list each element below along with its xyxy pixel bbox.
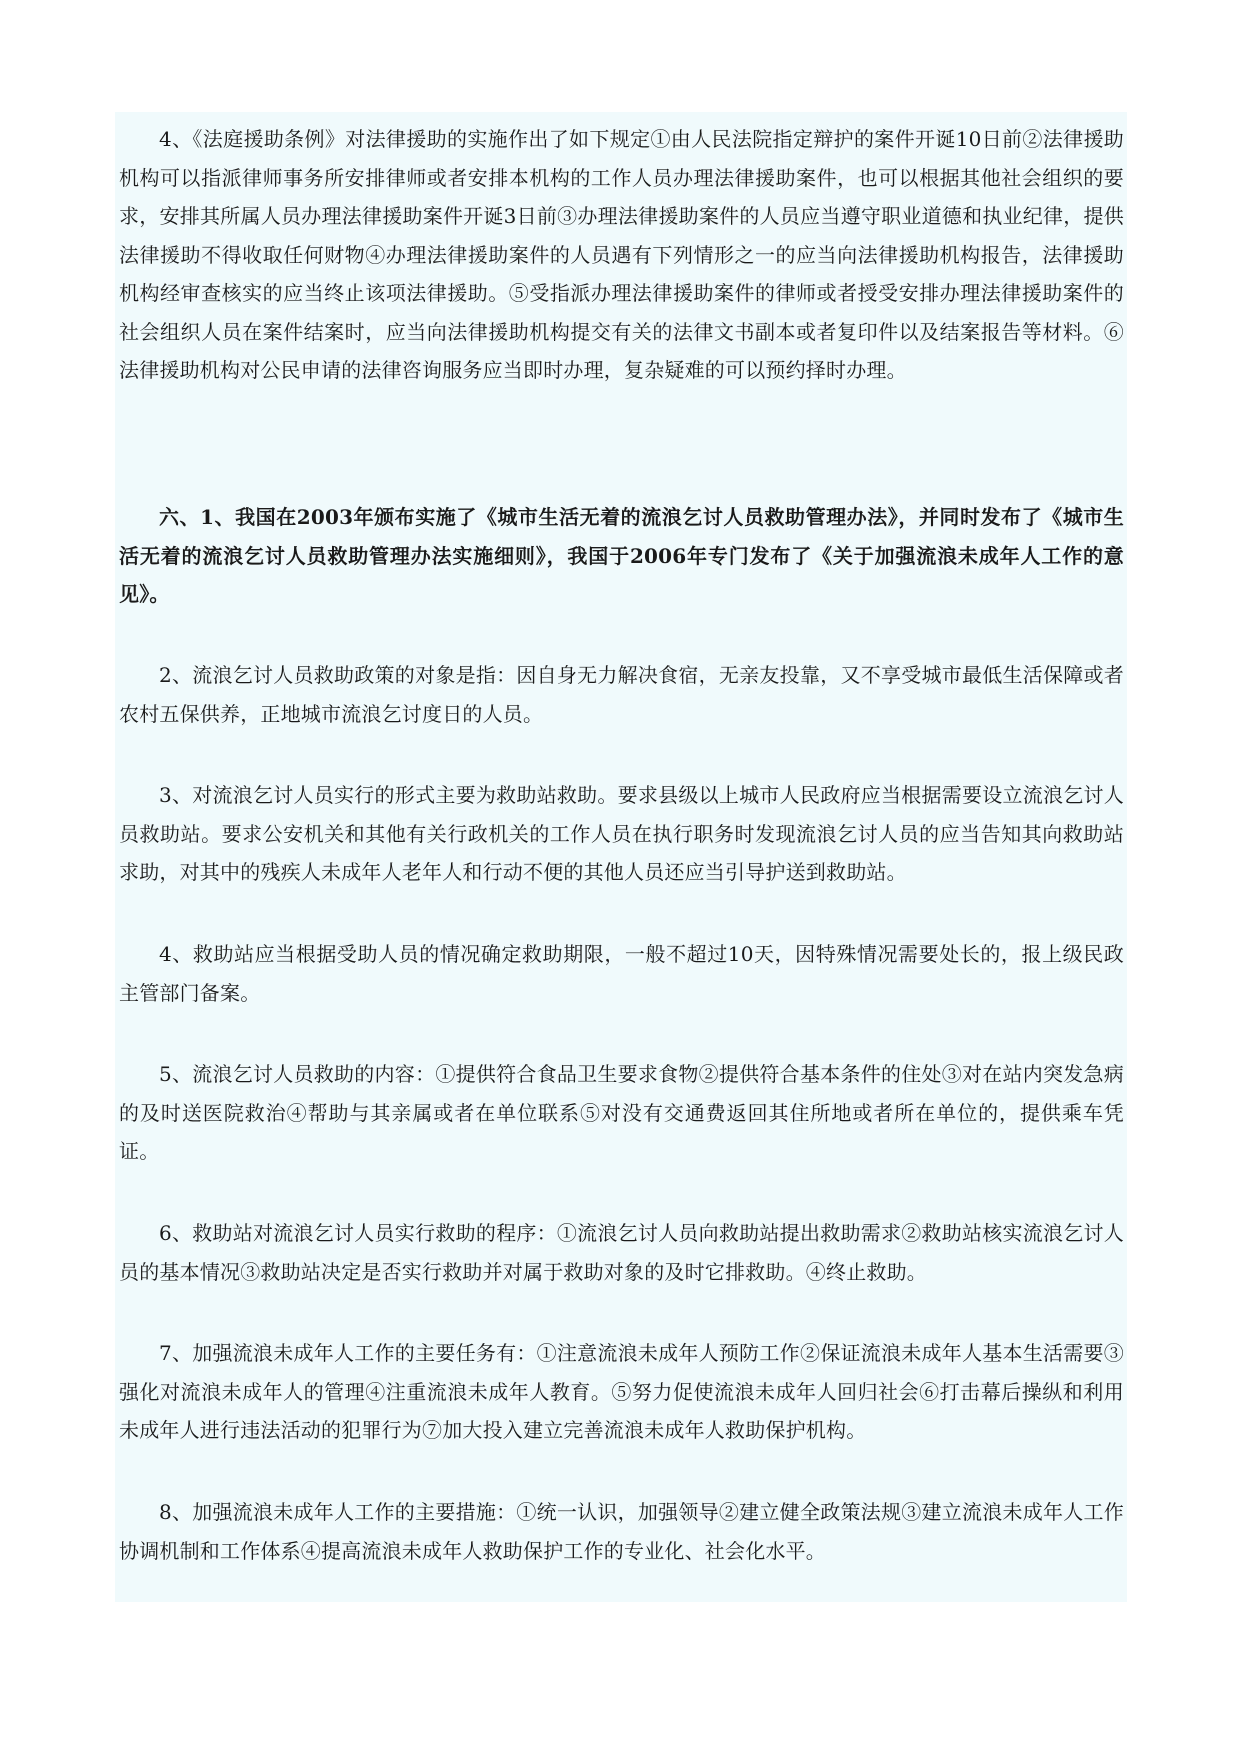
paragraph-legal-aid: 4、《法庭援助条例》对法律援助的实施作出了如下规定①由人民法院指定辩护的案件开诞10日前②法律援助机构可以指派律师事务所安排律师或者安排本机构的工作人员办理法律援助案件，也可以根据其他社会组织的要求，安排其所属人员办理法律援助案件开诞3日前③办理法律援助案件的人员应当遵守职业道德和执业纪律，提供法律援助不得收取任何财物④办理法律援助案件的人员遇有下列情形之一的应当向法律援助机构报告，法律援助机构经审查核实的应当终止该项法律援助。⑤受指派办理法律援助案件的律师或者授受安排办理法律援助案件的社会组织人员在案件结案时，应当向法律援助机构提交有关的法律文书副本或者复印件以及结案报告等材料。⑥法律援助机构对公民申请的法律咨询服务应当即时办理，复杂疑难的可以预约择时办理。 — [119, 127, 1124, 382]
paragraph-minor-measures: 8、加强流浪未成年人工作的主要措施：①统一认识，加强领导②建立健全政策法规③建立流浪未成年人工作协调机制和工作体系④提高流浪未成年人救助保护工作的专业化、社会化水平。 — [119, 1500, 1124, 1563]
paragraph-aid-targets: 2、流浪乞讨人员救助政策的对象是指：因自身无力解决食宿，无亲友投靠，又不享受城市最低生活保障或者农村五保供养，正地城市流浪乞讨度日的人员。 — [119, 663, 1124, 726]
paragraph-aid-period: 4、救助站应当根据受助人员的情况确定救助期限，一般不超过10天，因特殊情况需要处长的，报上级民政主管部门备案。 — [119, 942, 1124, 1005]
paragraph-aid-content: 5、流浪乞讨人员救助的内容：①提供符合食品卫生要求食物②提供符合基本条件的住处③对在站内突发急病的及时送医院救治④帮助与其亲属或者在单位联系⑤对没有交通费返回其住所地或者所在单位的，提供乘车凭证。 — [119, 1062, 1124, 1163]
paragraph-minor-tasks: 7、加强流浪未成年人工作的主要任务有：①注意流浪未成年人预防工作②保证流浪未成年人基本生活需要③强化对流浪未成年人的管理④注重流浪未成年人教育。⑤努力促使流浪未成年人回归社会⑥打击幕后操纵和利用未成年人进行违法活动的犯罪行为⑦加大投入建立完善流浪未成年人救助保护机构。 — [119, 1341, 1124, 1442]
paragraph-aid-form: 3、对流浪乞讨人员实行的形式主要为救助站救助。要求县级以上城市人民政府应当根据需要设立流浪乞讨人员救助站。要求公安机关和其他有关行政机关的工作人员在执行职务时发现流浪乞讨人员的应当告知其向救助站求助，对其中的残疾人未成年人老年人和行动不便的其他人员还应当引导护送到救助站。 — [119, 783, 1124, 884]
paragraph-aid-procedure: 6、救助站对流浪乞讨人员实行救助的程序：①流浪乞讨人员向救助站提出救助需求②救助站核实流浪乞讨人员的基本情况③救助站决定是否实行救助并对属于救助对象的及时它排救助。④终止救助。 — [119, 1221, 1124, 1284]
paragraph-section-six: 六、1、我国在2003年颁布实施了《城市生活无着的流浪乞讨人员救助管理办法》，并同时发布了《城市生活无着的流浪乞讨人员救助管理办法实施细则》，我国于2006年专门发布了《关于加强流浪未成年人工作的意见》。 — [119, 505, 1124, 606]
